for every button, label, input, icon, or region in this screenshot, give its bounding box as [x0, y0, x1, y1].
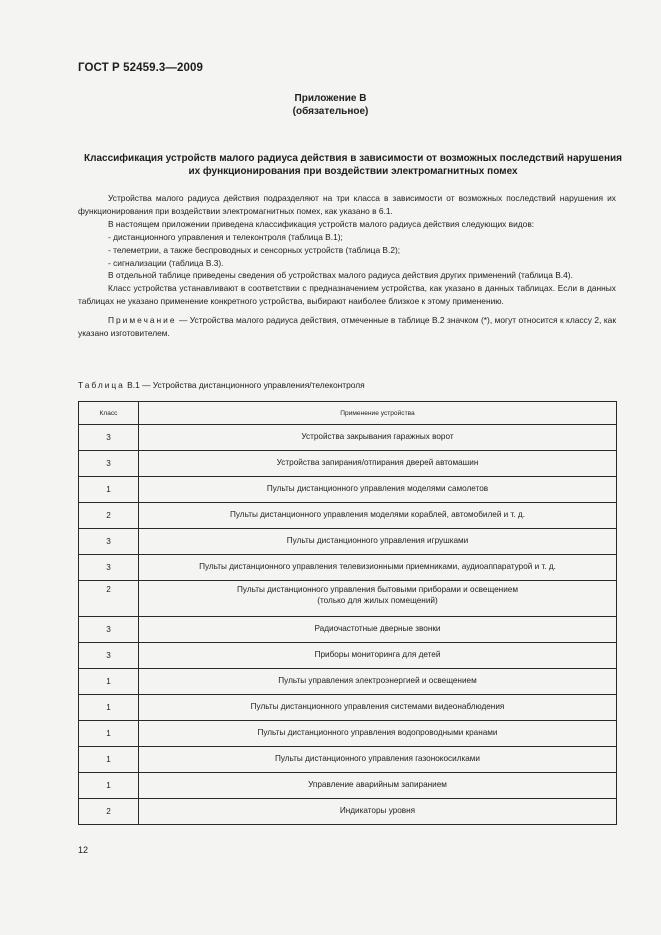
table-row	[79, 695, 617, 721]
application-cell: Устройства запирания/отпирания дверей автомашин	[139, 451, 617, 477]
table-row	[79, 529, 617, 555]
class-cell: 2	[79, 799, 139, 825]
application-cell: Пульты дистанционного управления моделями кораблей, автомобилей и т. д.	[139, 503, 617, 529]
application-cell: Приборы мониторинга для детей	[139, 643, 617, 669]
paragraph: В настоящем приложении приведена классификация устройств малого радиуса действия следующих видов:	[108, 218, 535, 229]
class-cell: 3	[79, 425, 139, 451]
table-row	[79, 773, 617, 799]
application-line: Пульты дистанционного управления бытовыми приборами и освещением	[237, 585, 518, 594]
application-cell: Индикаторы уровня	[139, 799, 617, 825]
table-row	[79, 799, 617, 825]
table-row	[79, 669, 617, 695]
application-cell: Радиочастотные дверные звонки	[139, 617, 617, 643]
class-cell: 1	[79, 747, 139, 773]
application-cell: Пульты дистанционного управления моделями самолетов	[139, 477, 617, 503]
table-row	[79, 643, 617, 669]
note-text: — Устройства малого радиуса действия, отмеченные в таблице В.2 значком (*), могут относится к классу 2, как указано изготовителем.	[78, 315, 616, 339]
class-cell: 3	[79, 555, 139, 581]
table-header-row	[79, 402, 617, 425]
appendix-heading	[0, 92, 661, 118]
table-row	[79, 451, 617, 477]
application-cell: Устройства закрывания гаражных ворот	[139, 425, 617, 451]
table-row	[79, 581, 617, 617]
table-row	[79, 555, 617, 581]
application-cell: Пульты дистанционного управления телевизионными приемниками, аудиоаппаратурой и т. д.	[139, 555, 617, 581]
list-item: - телеметрии, а также беспроводных и сенсорных устройств (таблица В.2);	[108, 244, 401, 255]
table-row	[79, 477, 617, 503]
class-cell: 1	[79, 773, 139, 799]
class-cell: 1	[79, 477, 139, 503]
class-cell: 1	[79, 721, 139, 747]
paragraph: Класс устройства устанавливают в соответствии с предназначением устройства, как указано в данных таблицах. Если в данных таблицах не указано применение конкретного устройства, выбирают наиболее близкое к этому применению.	[78, 283, 616, 307]
class-cell: 1	[79, 669, 139, 695]
application-cell: Пульты дистанционного управления водопроводными кранами	[139, 721, 617, 747]
section-title: Классификация устройств малого радиуса действия в зависимости от возможных последствий нарушения их функционирования при воздействии электромагнитных помех	[84, 153, 622, 177]
note	[78, 314, 616, 340]
application-cell	[139, 581, 617, 617]
table-row	[79, 425, 617, 451]
class-cell: 3	[79, 451, 139, 477]
column-header-class: Класс	[79, 402, 139, 425]
device-class-table	[78, 401, 617, 825]
application-cell: Пульты дистанционного управления игрушками	[139, 529, 617, 555]
application-line: (только для жилых помещений)	[317, 595, 438, 605]
appendix-status: (обязательное)	[292, 106, 369, 117]
table-caption	[78, 380, 365, 390]
application-cell: Пульты дистанционного управления газонокосилками	[139, 747, 617, 773]
note-label: Примечание	[108, 315, 177, 326]
class-cell: 3	[79, 617, 139, 643]
application-cell: Пульты дистанционного управления системами видеонаблюдения	[139, 695, 617, 721]
list-item: - дистанционного управления и телеконтроля (таблица В.1);	[108, 231, 343, 242]
appendix-name: Приложение В	[294, 93, 367, 104]
table-row	[79, 747, 617, 773]
class-cell: 1	[79, 695, 139, 721]
paragraph: Устройства малого радиуса действия подразделяют на три класса в зависимости от возможных последствий нарушения их функционирования при воздействии электромагнитных помех, как указано в 6.1.	[78, 193, 616, 216]
column-header-application: Применение устройства	[139, 402, 617, 425]
table-row	[79, 721, 617, 747]
class-cell: 3	[79, 643, 139, 669]
standard-header: ГОСТ Р 52459.3—2009	[78, 62, 203, 74]
page-number: 12	[78, 845, 89, 855]
table-row	[79, 617, 617, 643]
application-cell: Управление аварийным запиранием	[139, 773, 617, 799]
class-cell: 2	[79, 503, 139, 529]
paragraph: В отдельной таблице приведены сведения об устройствах малого радиуса действия других применений (таблица В.4).	[108, 270, 573, 281]
table-caption-text: В.1 — Устройства дистанционного управления/телеконтроля	[124, 380, 365, 390]
application-cell: Пульты управления электроэнергией и освещением	[139, 669, 617, 695]
table-caption-label: Таблица	[78, 380, 125, 390]
class-cell: 2	[79, 581, 139, 617]
class-cell: 3	[79, 529, 139, 555]
body-text	[78, 192, 616, 340]
list-item: - сигнализации (таблица В.3).	[108, 257, 224, 268]
table-row	[79, 503, 617, 529]
